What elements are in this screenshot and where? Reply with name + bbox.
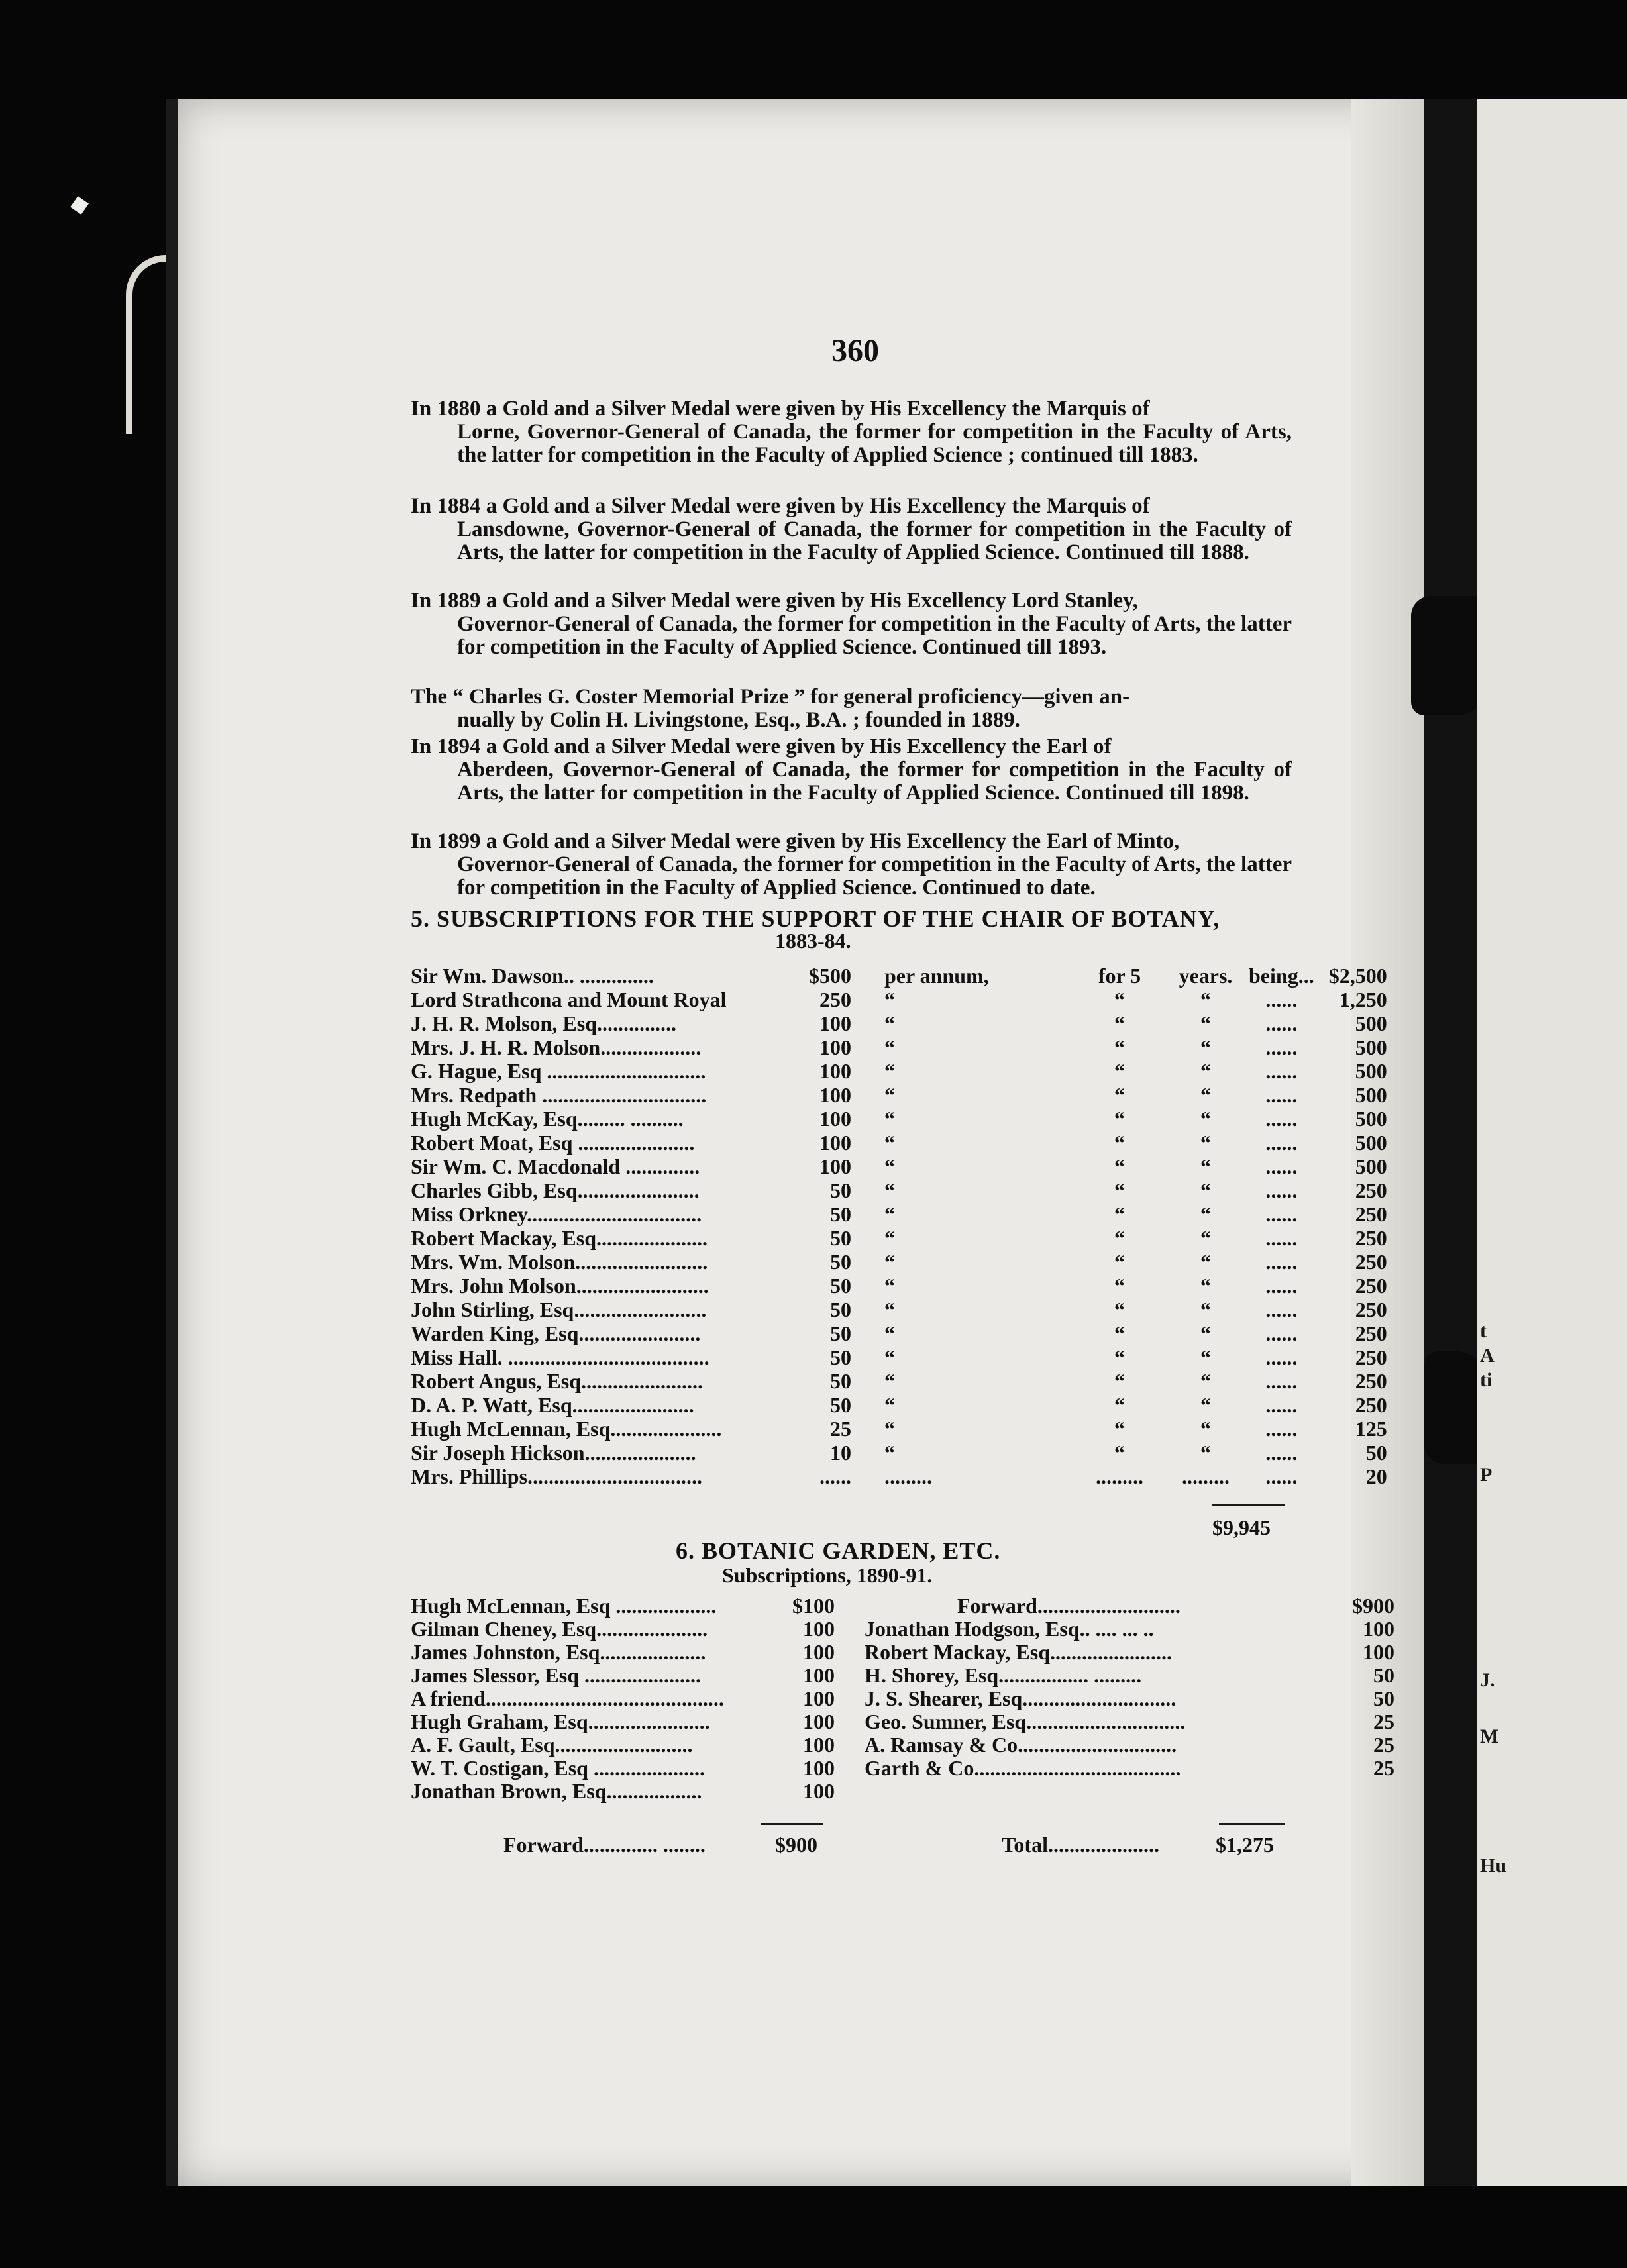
ditto-mark: “ <box>1114 988 1125 1011</box>
ditto-mark: “ <box>1114 1393 1125 1417</box>
paragraph-continuation: nually by Colin H. Livingstone, Esq., B.A. ; founded in 1889. <box>457 708 1020 732</box>
garden-subscriptions-left <box>411 1594 835 1803</box>
subscriber-name: Hugh McLennan, Esq..................... <box>411 1417 722 1441</box>
annual-amount: 100 <box>819 1059 851 1083</box>
garden-subscription-row <box>411 1780 835 1803</box>
ditto-mark: “ <box>1200 1369 1211 1393</box>
paragraph-continuation: Governor-General of Canada, the former for competition in the Faculty of Arts, the latter for competition in the Faculty of Applied Science. Continued till 1893. <box>457 612 1292 659</box>
ditto-mark: ......... <box>1182 1465 1230 1488</box>
five-year-total: 500 <box>1355 1107 1387 1131</box>
left-footer-label: Forward.............. ........ <box>503 1833 706 1857</box>
five-year-total: 250 <box>1355 1393 1387 1417</box>
per-annum: ......... <box>884 1465 932 1488</box>
subscription-amount: 100 <box>803 1663 835 1687</box>
garden-subscription-row <box>865 1687 1394 1710</box>
subscriber-name: Jonathan Brown, Esq.................. <box>411 1779 702 1803</box>
subscriber-name: A. F. Gault, Esq.......................... <box>411 1733 693 1757</box>
ditto-mark: “ <box>1114 1131 1125 1155</box>
subscriber-name: Mrs. Wm. Molson......................... <box>411 1250 708 1274</box>
subscription-row <box>411 1250 1387 1274</box>
ditto-mark: “ <box>1200 1155 1211 1178</box>
annual-amount: 250 <box>819 988 851 1011</box>
ditto-mark: “ <box>1114 1369 1125 1393</box>
ditto-mark: ......... <box>1096 1465 1143 1488</box>
subscriber-name: Jonathan Hodgson, Esq.. .... ... .. <box>865 1617 1154 1641</box>
subscriber-name: John Stirling, Esq......................... <box>411 1298 707 1321</box>
subscriber-name: Mrs. John Molson......................... <box>411 1274 709 1298</box>
garden-subscription-row <box>411 1618 835 1641</box>
five-year-total: 500 <box>1355 1083 1387 1107</box>
annual-amount: 50 <box>830 1369 851 1393</box>
medal-paragraph <box>411 495 1292 564</box>
section-6-subtitle: Subscriptions, 1890-91. <box>722 1563 933 1587</box>
subscriber-name: D. A. P. Watt, Esq....................... <box>411 1393 694 1417</box>
subscription-amount: 50 <box>1373 1663 1394 1687</box>
leader-dots: ...... <box>1265 1011 1298 1035</box>
five-year-total: 500 <box>1355 1035 1387 1059</box>
adjacent-page-fragment: ti <box>1480 1369 1493 1391</box>
leader-dots: ...... <box>1265 1369 1298 1393</box>
ditto-mark: “ <box>1114 1345 1125 1369</box>
subscriber-name: G. Hague, Esq .............................. <box>411 1059 706 1083</box>
subscriber-name: Gilman Cheney, Esq..................... <box>411 1617 708 1641</box>
annual-amount: 100 <box>819 1083 851 1107</box>
forward-rule <box>761 1823 823 1825</box>
subscriber-name: Robert Mackay, Esq..................... <box>411 1226 708 1250</box>
leader-dots: ...... <box>1265 1465 1298 1488</box>
subscription-row <box>411 1178 1387 1202</box>
ditto-mark: “ <box>1114 1250 1125 1274</box>
ditto-mark: “ <box>1114 1035 1125 1059</box>
annual-amount: 50 <box>830 1226 851 1250</box>
ditto-mark: “ <box>1200 988 1211 1011</box>
ditto-mark: “ <box>1200 1298 1211 1321</box>
subscriber-name: Miss Orkney................................. <box>411 1202 702 1226</box>
medal-paragraph <box>411 397 1292 467</box>
leader-dots: ...... <box>1265 1393 1298 1417</box>
ditto-mark: “ <box>1200 1274 1211 1298</box>
ditto-mark: “ <box>1200 1345 1211 1369</box>
subscriber-name: Charles Gibb, Esq....................... <box>411 1178 700 1202</box>
annual-amount: $500 <box>809 964 851 988</box>
subscriber-name: Warden King, Esq....................... <box>411 1321 701 1345</box>
garden-subscription-row <box>865 1710 1394 1733</box>
subscription-amount: 100 <box>803 1756 835 1780</box>
adjacent-page-fragment: J. <box>1480 1669 1495 1691</box>
ditto-mark: “ <box>1200 1250 1211 1274</box>
subscription-row <box>411 1083 1387 1107</box>
subscriber-name: Hugh McKay, Esq......... .......... <box>411 1107 684 1131</box>
annual-amount: 50 <box>830 1393 851 1417</box>
botany-subscriptions-table <box>411 964 1387 1488</box>
subscription-row <box>411 1131 1387 1155</box>
five-year-total: 250 <box>1355 1298 1387 1321</box>
subscription-row <box>411 1369 1387 1393</box>
ditto-mark: “ <box>1114 1107 1125 1131</box>
per-annum: “ <box>884 1131 895 1155</box>
five-year-total: 20 <box>1365 1465 1387 1488</box>
garden-subscription-row <box>865 1757 1394 1780</box>
per-annum: “ <box>884 1011 895 1035</box>
subscriber-name: Robert Mackay, Esq....................... <box>865 1640 1172 1664</box>
five-year-total: 500 <box>1355 1011 1387 1035</box>
ditto-mark: “ <box>1200 1178 1211 1202</box>
garden-subscription-row <box>865 1594 1394 1618</box>
five-year-total: $2,500 <box>1328 964 1387 988</box>
five-year-total: 250 <box>1355 1226 1387 1250</box>
subscription-row <box>411 1155 1387 1178</box>
ditto-mark: “ <box>1114 1155 1125 1178</box>
leader-dots: ...... <box>1265 1274 1298 1298</box>
annual-amount: 50 <box>830 1202 851 1226</box>
medal-paragraph <box>411 830 1292 900</box>
book-binding <box>1424 99 1481 2186</box>
paragraph-first-line: In 1894 a Gold and a Silver Medal were given by His Excellency the Earl of <box>411 735 1112 758</box>
paragraph-continuation: Governor-General of Canada, the former for competition in the Faculty of Arts, the latter for competition in the Faculty of Applied Science. Continued to date. <box>457 852 1292 900</box>
five-year-total: 250 <box>1355 1202 1387 1226</box>
ditto-mark: “ <box>1200 1321 1211 1345</box>
leader-dots: ...... <box>1265 1417 1298 1441</box>
leader-dots: ...... <box>1265 1441 1298 1465</box>
subscription-row <box>411 1465 1387 1488</box>
leader-dots: ...... <box>1265 1083 1298 1107</box>
subscriber-name: J. H. R. Molson, Esq............... <box>411 1011 676 1035</box>
five-year-total: 500 <box>1355 1059 1387 1083</box>
per-annum: “ <box>884 1178 895 1202</box>
ditto-mark: “ <box>1200 1441 1211 1465</box>
subscription-row <box>411 1107 1387 1131</box>
subscriber-name: Hugh McLennan, Esq ................... <box>411 1594 717 1618</box>
ditto-mark: “ <box>1114 1321 1125 1345</box>
ditto-mark: “ <box>1200 1059 1211 1083</box>
right-footer-label: Total..................... <box>1002 1833 1159 1857</box>
adjacent-page-fragment: M <box>1480 1726 1499 1747</box>
subscription-amount: $900 <box>1352 1594 1394 1618</box>
ditto-mark: “ <box>1114 1202 1125 1226</box>
subscriber-name: Lord Strathcona and Mount Royal <box>411 988 727 1011</box>
garden-subscription-row <box>411 1641 835 1664</box>
per-annum: “ <box>884 1441 895 1465</box>
subscriber-name: Sir Wm. Dawson.. .............. <box>411 964 654 988</box>
subscription-amount: 50 <box>1373 1686 1394 1710</box>
subscription-row <box>411 988 1387 1011</box>
subscription-amount: 100 <box>803 1779 835 1803</box>
adjacent-page-fragment: t <box>1480 1320 1487 1342</box>
ditto-mark: “ <box>1200 1202 1211 1226</box>
garden-subscription-row <box>411 1710 835 1733</box>
annual-amount: ...... <box>819 1465 851 1488</box>
leader-dots: ...... <box>1265 1178 1298 1202</box>
subscription-amount: 25 <box>1373 1733 1394 1757</box>
leader-dots: ...... <box>1265 1059 1298 1083</box>
subscription-row <box>411 1298 1387 1321</box>
subscriber-name: Hugh Graham, Esq....................... <box>411 1710 710 1733</box>
five-year-total: 1,250 <box>1339 988 1387 1011</box>
ditto-mark: “ <box>1200 1035 1211 1059</box>
garden-subscription-row <box>411 1687 835 1710</box>
ditto-mark: “ <box>1200 1107 1211 1131</box>
per-annum: “ <box>884 1321 895 1345</box>
per-annum: “ <box>884 1393 895 1417</box>
leader-dots: ...... <box>1265 1107 1298 1131</box>
per-annum: “ <box>884 1035 895 1059</box>
paragraph-continuation: Lansdowne, Governor-General of Canada, the former for competition in the Faculty of Arts, the latter for competition in the Faculty of Applied Science. Continued till 1888. <box>457 517 1292 564</box>
subscription-amount: 100 <box>803 1686 835 1710</box>
five-year-total: 250 <box>1355 1369 1387 1393</box>
scan-speck <box>70 196 89 215</box>
garden-subscription-row <box>865 1618 1394 1641</box>
adjacent-page <box>1477 99 1627 2186</box>
subscription-row <box>411 1274 1387 1298</box>
left-footer-amount: $900 <box>775 1833 817 1857</box>
subscriber-name: Mrs. Phillips................................. <box>411 1465 703 1488</box>
annual-amount: 100 <box>819 1131 851 1155</box>
right-footer-amount: $1,275 <box>1216 1833 1274 1857</box>
annual-amount: 100 <box>819 1107 851 1131</box>
per-annum: “ <box>884 1274 895 1298</box>
ditto-mark: “ <box>1114 1274 1125 1298</box>
per-annum: “ <box>884 1155 895 1178</box>
ditto-mark: “ <box>1200 1393 1211 1417</box>
ditto-mark: years. <box>1179 964 1233 988</box>
garden-subscription-row <box>865 1733 1394 1757</box>
subscription-row <box>411 1202 1387 1226</box>
ditto-mark: “ <box>1114 1441 1125 1465</box>
annual-amount: 50 <box>830 1250 851 1274</box>
subscriber-name: A friend............................................. <box>411 1686 724 1710</box>
garden-subscription-row <box>865 1664 1394 1687</box>
ditto-mark: “ <box>1114 1298 1125 1321</box>
section-6-heading: 6. BOTANIC GARDEN, ETC. <box>676 1537 1001 1564</box>
subscriber-name: Forward........................... <box>957 1594 1181 1618</box>
subscriber-name: Robert Moat, Esq ...................... <box>411 1131 695 1155</box>
five-year-total: 250 <box>1355 1345 1387 1369</box>
garden-subscription-row <box>411 1664 835 1687</box>
subscription-row <box>411 1417 1387 1441</box>
annual-amount: 50 <box>830 1345 851 1369</box>
five-year-total: 250 <box>1355 1321 1387 1345</box>
paragraph-first-line: In 1884 a Gold and a Silver Medal were given by His Excellency the Marquis of <box>411 494 1150 518</box>
paragraph-continuation: Lorne, Governor-General of Canada, the former for competition in the Faculty of Arts, the latter for competition in the Faculty of Applied Science ; continued till 1883. <box>457 420 1292 467</box>
prize-paragraph <box>411 686 1292 732</box>
subscriber-name: James Slessor, Esq ...................... <box>411 1663 701 1687</box>
subscriber-name: W. T. Costigan, Esq ..................... <box>411 1756 705 1780</box>
subscription-row <box>411 1321 1387 1345</box>
subscriber-name: Robert Angus, Esq....................... <box>411 1369 703 1393</box>
leader-dots: ...... <box>1265 988 1298 1011</box>
medal-paragraph <box>411 590 1292 659</box>
annual-amount: 25 <box>830 1417 851 1441</box>
section-5-heading: 5. SUBSCRIPTIONS FOR THE SUPPORT OF THE CHAIR OF BOTANY, <box>411 905 1220 932</box>
subscriber-name: Sir Wm. C. Macdonald .............. <box>411 1155 700 1178</box>
subscription-row <box>411 1059 1387 1083</box>
subscriber-name: A. Ramsay & Co.............................. <box>865 1733 1177 1757</box>
subscriber-name: Geo. Sumner, Esq.............................. <box>865 1710 1186 1733</box>
leader-dots: ...... <box>1265 1345 1298 1369</box>
leader-dots: ...... <box>1265 1321 1298 1345</box>
garden-subscription-row <box>865 1641 1394 1664</box>
annual-amount: 50 <box>830 1321 851 1345</box>
garden-subscription-row <box>411 1757 835 1780</box>
garden-subscriptions-right <box>865 1594 1394 1780</box>
medal-paragraph <box>411 735 1292 805</box>
per-annum: “ <box>884 1250 895 1274</box>
ditto-mark: “ <box>1114 1226 1125 1250</box>
leader-dots: ...... <box>1265 1131 1298 1155</box>
paragraph-first-line: In 1899 a Gold and a Silver Medal were given by His Excellency the Earl of Minto, <box>411 829 1180 853</box>
subscription-amount: $100 <box>792 1594 835 1618</box>
annual-amount: 50 <box>830 1274 851 1298</box>
ditto-mark: “ <box>1200 1011 1211 1035</box>
ditto-mark: “ <box>1200 1226 1211 1250</box>
per-annum: “ <box>884 1417 895 1441</box>
ditto-mark: “ <box>1114 1011 1125 1035</box>
ditto-mark: “ <box>1200 1417 1211 1441</box>
ditto-mark: “ <box>1114 1178 1125 1202</box>
subscriber-name: Mrs. J. H. R. Molson................... <box>411 1035 702 1059</box>
section-5-total: $9,945 <box>1212 1516 1271 1539</box>
five-year-total: 500 <box>1355 1155 1387 1178</box>
leader-dots: ...... <box>1265 1250 1298 1274</box>
per-annum: “ <box>884 1083 895 1107</box>
subscription-amount: 25 <box>1373 1710 1394 1733</box>
garden-subscription-row <box>411 1733 835 1757</box>
subscription-row <box>411 1011 1387 1035</box>
ditto-mark: “ <box>1114 1059 1125 1083</box>
paragraph-first-line: In 1880 a Gold and a Silver Medal were given by His Excellency the Marquis of <box>411 397 1150 421</box>
annual-amount: 100 <box>819 1011 851 1035</box>
subscription-row <box>411 1226 1387 1250</box>
subscription-amount: 25 <box>1373 1756 1394 1780</box>
five-year-total: 250 <box>1355 1250 1387 1274</box>
paragraph-first-line: In 1889 a Gold and a Silver Medal were given by His Excellency Lord Stanley, <box>411 589 1138 613</box>
binding-tear <box>1411 596 1484 715</box>
ditto-mark: “ <box>1200 1131 1211 1155</box>
leader-dots: ...... <box>1265 1155 1298 1178</box>
subscription-amount: 100 <box>1363 1640 1394 1664</box>
ditto-mark: “ <box>1114 1417 1125 1441</box>
total-rule <box>1212 1504 1285 1506</box>
subscription-row <box>411 1393 1387 1417</box>
total-rule <box>1219 1823 1285 1825</box>
subscription-amount: 100 <box>803 1617 835 1641</box>
leader-dots: ...... <box>1265 1298 1298 1321</box>
adjacent-page-fragment: A <box>1480 1345 1495 1366</box>
ditto-mark: “ <box>1200 1083 1211 1107</box>
per-annum: “ <box>884 1059 895 1083</box>
annual-amount: 100 <box>819 1035 851 1059</box>
subscription-amount: 100 <box>803 1640 835 1664</box>
leader-dots: ...... <box>1265 1035 1298 1059</box>
subscription-amount: 100 <box>803 1710 835 1733</box>
five-year-total: 50 <box>1365 1441 1387 1465</box>
leader-dots: ...... <box>1265 1226 1298 1250</box>
paragraph-continuation: Aberdeen, Governor-General of Canada, the former for competition in the Faculty of Arts, the latter for competition in the Faculty of Applied Science. Continued till 1898. <box>457 758 1292 805</box>
subscriber-name: J. S. Shearer, Esq............................. <box>865 1686 1177 1710</box>
subscriber-name: Garth & Co....................................... <box>865 1756 1181 1780</box>
section-5-years: 1883-84. <box>775 929 851 953</box>
five-year-total: 125 <box>1355 1417 1387 1441</box>
subscription-row <box>411 1441 1387 1465</box>
leader-dots: ...... <box>1265 1202 1298 1226</box>
adjacent-page-fragment: Hu <box>1480 1855 1507 1877</box>
subscriber-name: James Johnston, Esq.................... <box>411 1640 706 1664</box>
subscriber-name: Miss Hall. ...................................... <box>411 1345 709 1369</box>
subscription-amount: 100 <box>1363 1617 1394 1641</box>
subscriber-name: Sir Joseph Hickson..................... <box>411 1441 696 1465</box>
five-year-total: 500 <box>1355 1131 1387 1155</box>
paragraph-first-line: The “ Charles G. Coster Memorial Prize ” for general proficiency—given an- <box>411 685 1130 709</box>
annual-amount: 50 <box>830 1178 851 1202</box>
page-number: 360 <box>831 333 879 368</box>
per-annum: “ <box>884 1369 895 1393</box>
per-annum: “ <box>884 1298 895 1321</box>
five-year-total: 250 <box>1355 1178 1387 1202</box>
garden-subscription-row <box>411 1594 835 1618</box>
adjacent-page-fragment: P <box>1480 1464 1493 1486</box>
annual-amount: 50 <box>830 1298 851 1321</box>
subscription-row <box>411 964 1387 988</box>
per-annum: “ <box>884 1226 895 1250</box>
annual-amount: 10 <box>830 1441 851 1465</box>
five-year-total: 250 <box>1355 1274 1387 1298</box>
annual-amount: 100 <box>819 1155 851 1178</box>
per-annum: “ <box>884 1345 895 1369</box>
binding-tear <box>1424 1351 1484 1464</box>
subscriber-name: Mrs. Redpath ............................... <box>411 1083 707 1107</box>
per-annum: “ <box>884 1202 895 1226</box>
per-annum: per annum, <box>884 964 989 988</box>
subscription-row <box>411 1035 1387 1059</box>
subscription-amount: 100 <box>803 1733 835 1757</box>
ditto-mark: “ <box>1114 1083 1125 1107</box>
subscription-row <box>411 1345 1387 1369</box>
ditto-mark: for 5 <box>1098 964 1141 988</box>
per-annum: “ <box>884 988 895 1011</box>
per-annum: “ <box>884 1107 895 1131</box>
leader-dots: being... <box>1249 964 1314 988</box>
subscriber-name: H. Shorey, Esq................. ......... <box>865 1663 1142 1687</box>
